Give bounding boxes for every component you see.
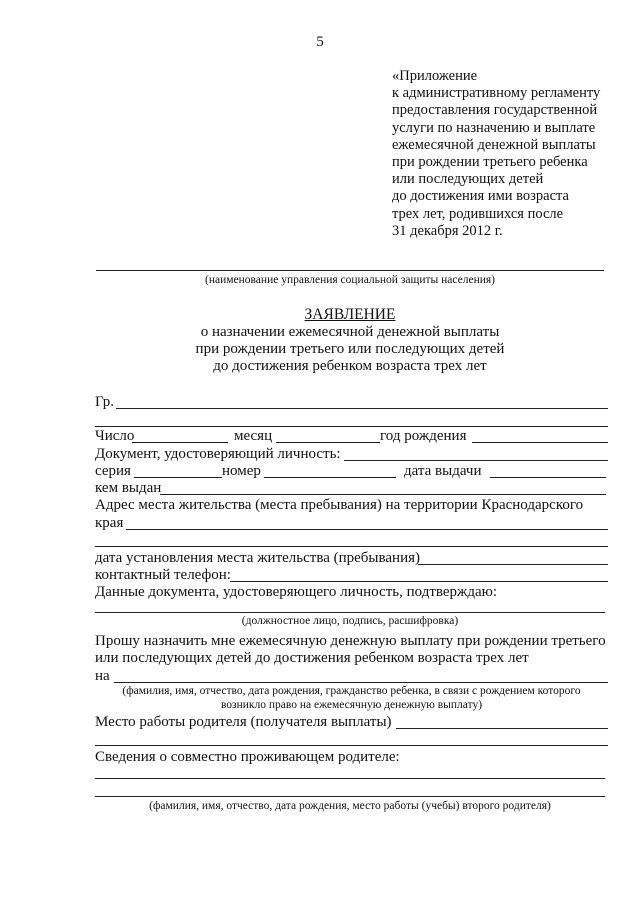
series-field[interactable] — [134, 477, 222, 478]
subtitle-line: до достижения ребенком возраста трех лет — [213, 358, 487, 374]
page-number: 5 — [316, 34, 324, 50]
co-parent-caption: (фамилия, имя, отчество, дата рождения, место работы (учебы) второго родителя) — [149, 800, 551, 812]
official-signature-field[interactable] — [95, 612, 605, 613]
request-text: Прошу назначить мне ежемесячную денежную выплату при рождении третьего — [95, 633, 606, 649]
child-caption: (фамилия, имя, отчество, дата рождения, гражданство ребенка, в связи с рождением которого — [122, 685, 581, 697]
address-label: Адрес места жительства (места пребывания) на территории Краснодарского — [95, 497, 584, 513]
birth-year-label: год рождения — [380, 428, 467, 444]
co-parent-field[interactable] — [95, 778, 605, 779]
subtitle-line: о назначении ежемесячной денежной выплаты — [200, 324, 500, 340]
address-field[interactable] — [126, 529, 608, 530]
appendix-line: или последующих детей — [392, 171, 544, 188]
birth-year-field[interactable] — [472, 442, 608, 443]
residence-date-field[interactable] — [418, 564, 608, 565]
issue-date-label: дата выдачи — [404, 463, 482, 479]
phone-field[interactable] — [230, 581, 608, 582]
citizen-name-field[interactable] — [116, 408, 608, 409]
series-label: серия — [95, 463, 131, 479]
request-on-label: на — [95, 668, 110, 684]
number-field[interactable] — [264, 477, 396, 478]
birth-month-label: месяц — [234, 428, 273, 444]
appendix-line: трех лет, родившихся после — [392, 205, 564, 222]
workplace-field-extra[interactable] — [95, 745, 608, 746]
official-caption: (должностное лицо, подпись, расшифровка) — [241, 615, 459, 627]
citizen-name-field-extra[interactable] — [95, 426, 608, 427]
appendix-line: «Приложение — [392, 68, 478, 84]
appendix-line: услуги по назначению и выплате — [392, 119, 596, 136]
appendix-line: ежемесячной денежной выплаты — [392, 136, 596, 153]
child-info-field[interactable] — [114, 682, 608, 683]
issued-by-field[interactable] — [160, 494, 606, 495]
appendix-line: при рождении третьего ребенка — [392, 154, 588, 171]
address-label-cont: края — [95, 515, 124, 531]
issued-by-label: кем выдан — [95, 480, 162, 496]
subtitle-line: при рождении третьего или последующих детей — [195, 341, 505, 357]
number-label: номер — [222, 463, 261, 479]
form-title: ЗАЯВЛЕНИЕ — [304, 306, 396, 323]
id-document-label: Документ, удостоверяющий личность: — [95, 446, 341, 462]
child-caption-cont: возникло право на ежемесячную денежную выплату) — [220, 699, 483, 711]
workplace-field[interactable] — [396, 728, 608, 729]
appendix-line: до достижения ими возраста — [392, 188, 569, 205]
residence-date-label: дата установления места жительства (пребывания) — [95, 550, 421, 566]
appendix-block — [392, 68, 600, 240]
appendix-line: 31 декабря 2012 г. — [392, 222, 503, 239]
confirm-label: Данные документа, удостоверяющего личность, подтверждаю: — [95, 584, 498, 600]
co-parent-label: Сведения о совместно проживающем родителе: — [95, 749, 400, 765]
id-document-field[interactable] — [344, 460, 608, 461]
birth-day-field[interactable] — [132, 442, 228, 443]
citizen-label: Гр. — [95, 394, 114, 410]
authority-field-line[interactable] — [96, 270, 604, 271]
birth-month-field[interactable] — [276, 442, 380, 443]
address-field-extra[interactable] — [95, 546, 608, 547]
co-parent-field-extra[interactable] — [95, 796, 605, 797]
phone-label: контактный телефон: — [95, 567, 231, 583]
workplace-label: Место работы родителя (получателя выплаты) — [95, 714, 392, 730]
issue-date-field[interactable] — [490, 477, 606, 478]
appendix-line: предоставления государственной — [392, 102, 598, 119]
birth-day-label: Число — [95, 428, 135, 444]
request-text-cont: или последующих детей до достижения ребенком возраста трех лет — [95, 650, 529, 666]
appendix-line: к административному регламенту — [392, 85, 601, 102]
authority-caption: (наименование управления социальной защиты населения) — [205, 274, 495, 286]
